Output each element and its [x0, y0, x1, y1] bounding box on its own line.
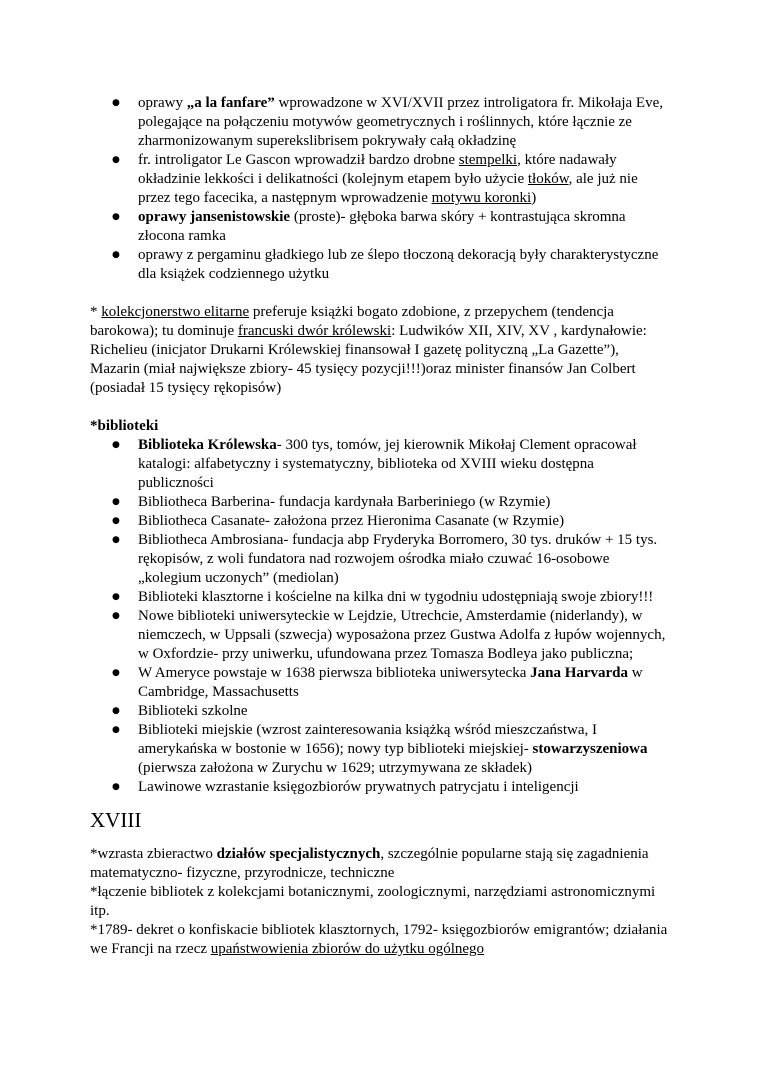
xviii-paragraph-3: *1789- dekret o konfiskacie bibliotek klasztornych, 1792- księgozbiorów emigrantów; działania we Francji na rzecz upaństwowienia zbiorów do użytku ogólnego: [90, 922, 668, 957]
list-item: ● Biblioteki klasztorne i kościelne na kilka dni w tygodniu udostępniają swoje zbiory!!!: [90, 588, 670, 607]
list-item: ● Lawinowe wzrastanie księgozbiorów prywatnych patrycjatu i inteligencji: [90, 778, 670, 797]
underlined-term: stempelki: [458, 152, 518, 168]
bold-term: „a la fanfare”: [186, 95, 275, 111]
bold-term: stowarzyszeniowa: [532, 741, 648, 757]
list-item: ● W Ameryce powstaje w 1638 pierwsza biblioteka uniwersytecka Jana Harvarda w Cambridge, Massachusetts: [90, 664, 670, 702]
libraries-list: [90, 436, 670, 797]
xviii-paragraph-1: *wzrasta zbieractwo działów specjalistycznych, szczególnie popularne stają się zagadnienia matematyczno- fizyczne, przyrodnicze, techniczne: [90, 846, 649, 881]
list-item: ● Bibliotheca Barberina- fundacja kardynała Barberiniego (w Rzymie): [90, 493, 670, 512]
list-item: ● Bibliotheca Casanate- założona przez Hieronima Casanate (w Rzymie): [90, 512, 670, 531]
underlined-term: kolekcjonerstwo elitarne: [101, 304, 250, 320]
list-item: ● Biblioteki szkolne: [90, 702, 670, 721]
list-item: ● fr. introligator Le Gascon wprowadził bardzo drobne stempelki, które nadawały okładzinie lekkości i delikatności (kolejnym etapem było użycie tłoków, ale już nie przez tego facecika, a następnym wprowadzenie motywu koronki): [90, 151, 670, 208]
list-item: ● oprawy z pergaminu gładkiego lub ze ślepo tłoczoną dekoracją były charakterystyczne dla książek codziennego użytku: [90, 246, 670, 284]
bold-term: Jana Harvarda: [530, 665, 629, 681]
list-item: ● Nowe biblioteki uniwersyteckie w Lejdzie, Utrechcie, Amsterdamie (niderlandy), w niemczech, w Uppsali (szwecja) wyposażona przez Gustwa Adolfa z łupów wojennych, w Oxfordzie- przy uniwerku, ufundowana przez Tomasza Bodleya jako publiczna;: [90, 607, 670, 664]
underlined-term: motywu koronki: [431, 190, 532, 206]
bold-term: oprawy jansenistowskie: [138, 209, 291, 225]
list-item: ● oprawy „a la fanfare” wprowadzone w XVI/XVII przez introligatora fr. Mikołaja Eve, polegające na połączeniu motywów geometrycznych i roślinnych, które łącznie ze zharmonizowanym superekslibrisem pokrywały całą okładzinę: [90, 94, 670, 151]
bold-term: działów specjalistycznych: [216, 846, 381, 862]
underlined-term: upaństwowienia zbiorów do użytku ogólnego: [210, 941, 485, 957]
list-item: ● Bibliotheca Ambrosiana- fundacja abp Fryderyka Borromero, 30 tys. druków + 15 tys. rękopisów, z woli fundatora nad rozwojem ośrodka miało czuwać 16-osobowe „kolegium uczonych” (mediolan): [90, 531, 670, 588]
bold-term: Biblioteka Królewska: [138, 437, 277, 453]
libraries-heading: *biblioteki: [90, 418, 159, 434]
underlined-term: tłoków: [527, 171, 569, 187]
list-item: ● oprawy jansenistowskie (proste)- głęboka barwa skóry + kontrastująca skromna złocona ramka: [90, 208, 670, 246]
bindings-list: [90, 94, 670, 284]
list-item: ● Biblioteka Królewska- 300 tys, tomów, jej kierownik Mikołaj Clement opracował katalogi: alfabetyczny i systematyczny, biblioteka od XVIII wieku dostępna publiczności: [90, 436, 670, 493]
xviii-paragraph-2: *łączenie bibliotek z kolekcjami botanicznymi, zoologicznymi, narzędziami astronomicznymi itp.: [90, 884, 656, 919]
collecting-paragraph: * kolekcjonerstwo elitarne preferuje książki bogato zdobione, z przepychem (tendencja barokowa); tu dominuje francuski dwór królewski: Ludwików XII, XIV, XV , kardynałowie: Richelieu (inicjator Drukarni Królewskiej finansował I gazetę polityczną „La Gazette”), Mazarin (miał największe zbiory- 45 tysięcy pozycji!!!)oraz minister finansów Jan Colbert (posiadał 15 tysięcy rękopisów): [90, 304, 647, 396]
underlined-term: francuski dwór królewski: [237, 323, 392, 339]
document-body: [90, 94, 670, 959]
section-heading-xviii: XVIII: [90, 808, 142, 832]
list-item: ● Biblioteki miejskie (wzrost zainteresowania książką wśród mieszczaństwa, I amerykańska w bostonie w 1656); nowy typ biblioteki miejskiej- stowarzyszeniowa (pierwsza założona w Zurychu w 1629; utrzymywana ze składek): [90, 721, 670, 778]
